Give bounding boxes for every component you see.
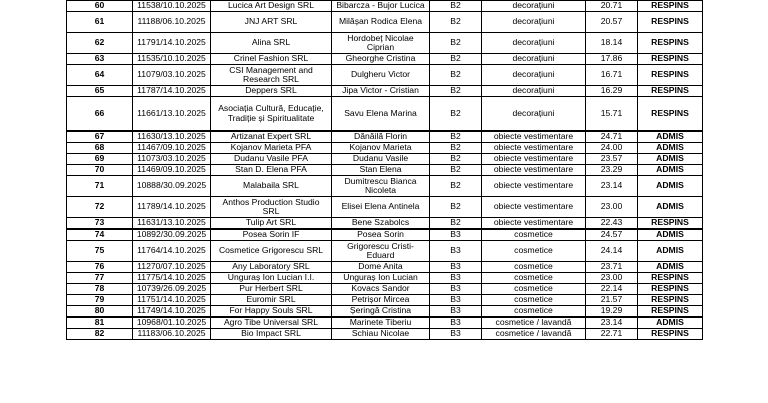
registration-number: 11764/14.10.2025 bbox=[133, 241, 211, 262]
row-number: 63 bbox=[67, 54, 133, 65]
product-domain: cosmetice bbox=[482, 306, 586, 318]
row-number: 70 bbox=[67, 165, 133, 176]
table-row bbox=[67, 241, 703, 262]
product-domain: decorațiuni bbox=[482, 1, 586, 12]
class-code: B2 bbox=[430, 154, 482, 165]
class-code: B2 bbox=[430, 143, 482, 154]
score: 23.00 bbox=[586, 197, 638, 218]
row-number: 60 bbox=[67, 1, 133, 12]
representative-name: Kojanov Marieta bbox=[332, 143, 430, 154]
class-code: B2 bbox=[430, 65, 482, 86]
table-row bbox=[67, 131, 703, 143]
row-number: 82 bbox=[67, 329, 133, 340]
score: 19.29 bbox=[586, 306, 638, 318]
row-number: 77 bbox=[67, 273, 133, 284]
class-code: B2 bbox=[430, 12, 482, 33]
class-code: B2 bbox=[430, 33, 482, 54]
company-name: Crinel Fashion SRL bbox=[211, 54, 332, 65]
company-name: Kojanov Marieta PFA bbox=[211, 143, 332, 154]
table-row bbox=[67, 97, 703, 132]
product-domain: cosmetice bbox=[482, 262, 586, 273]
company-name: Tulip Art SRL bbox=[211, 218, 332, 230]
registration-number: 11749/14.10.2025 bbox=[133, 306, 211, 318]
representative-name: Unguraș Ion Lucian bbox=[332, 273, 430, 284]
results-table bbox=[66, 0, 703, 340]
score: 24.71 bbox=[586, 131, 638, 143]
registration-number: 10739/26.09.2025 bbox=[133, 284, 211, 295]
product-domain: decorațiuni bbox=[482, 33, 586, 54]
table-row bbox=[67, 306, 703, 318]
status-label: ADMIS bbox=[638, 317, 703, 329]
row-number: 68 bbox=[67, 143, 133, 154]
product-domain: obiecte vestimentare bbox=[482, 197, 586, 218]
status-label: RESPINS bbox=[638, 65, 703, 86]
score: 23.00 bbox=[586, 273, 638, 284]
row-number: 62 bbox=[67, 33, 133, 54]
representative-name: Kovacs Sandor bbox=[332, 284, 430, 295]
representative-name: Gheorghe Cristina bbox=[332, 54, 430, 65]
registration-number: 11073/03.10.2025 bbox=[133, 154, 211, 165]
row-number: 78 bbox=[67, 284, 133, 295]
status-label: RESPINS bbox=[638, 1, 703, 12]
company-name: CSI Management and Research SRL bbox=[211, 65, 332, 86]
registration-number: 11630/13.10.2025 bbox=[133, 131, 211, 143]
status-label: ADMIS bbox=[638, 143, 703, 154]
product-domain: cosmetice / lavandă bbox=[482, 329, 586, 340]
table-row bbox=[67, 12, 703, 33]
product-domain: cosmetice bbox=[482, 241, 586, 262]
row-number: 65 bbox=[67, 86, 133, 97]
company-name: Bio Impact SRL bbox=[211, 329, 332, 340]
representative-name: Șeringă Cristina bbox=[332, 306, 430, 318]
company-name: For Happy Souls SRL bbox=[211, 306, 332, 318]
class-code: B2 bbox=[430, 86, 482, 97]
class-code: B2 bbox=[430, 176, 482, 197]
score: 16.71 bbox=[586, 65, 638, 86]
registration-number: 10892/30.09.2025 bbox=[133, 229, 211, 241]
registration-number: 11538/10.10.2025 bbox=[133, 1, 211, 12]
class-code: B2 bbox=[430, 197, 482, 218]
score: 24.57 bbox=[586, 229, 638, 241]
table-row bbox=[67, 284, 703, 295]
score: 24.00 bbox=[586, 143, 638, 154]
product-domain: decorațiuni bbox=[482, 97, 586, 132]
row-number: 61 bbox=[67, 12, 133, 33]
class-code: B3 bbox=[430, 295, 482, 306]
company-name: Alina SRL bbox=[211, 33, 332, 54]
table-row bbox=[67, 33, 703, 54]
score: 16.29 bbox=[586, 86, 638, 97]
company-name: JNJ ART SRL bbox=[211, 12, 332, 33]
status-label: RESPINS bbox=[638, 306, 703, 318]
row-number: 64 bbox=[67, 65, 133, 86]
row-number: 81 bbox=[67, 317, 133, 329]
class-code: B3 bbox=[430, 329, 482, 340]
score: 23.14 bbox=[586, 176, 638, 197]
table-row bbox=[67, 262, 703, 273]
status-label: ADMIS bbox=[638, 262, 703, 273]
score: 23.14 bbox=[586, 317, 638, 329]
representative-name: Petrișor Mircea bbox=[332, 295, 430, 306]
company-name: Unguraș Ion Lucian I.I. bbox=[211, 273, 332, 284]
company-name: Deppers SRL bbox=[211, 86, 332, 97]
company-name: Asociația Cultură, Educație, Tradiție și Spiritualitate bbox=[211, 97, 332, 132]
status-label: RESPINS bbox=[638, 295, 703, 306]
company-name: Lucica Art Design SRL bbox=[211, 1, 332, 12]
company-name: Any Laboratory SRL bbox=[211, 262, 332, 273]
class-code: B3 bbox=[430, 273, 482, 284]
company-name: Stan D. Elena PFA bbox=[211, 165, 332, 176]
row-number: 79 bbox=[67, 295, 133, 306]
representative-name: Jipa Victor - Cristian bbox=[332, 86, 430, 97]
status-label: RESPINS bbox=[638, 218, 703, 230]
registration-number: 10968/01.10.2025 bbox=[133, 317, 211, 329]
product-domain: obiecte vestimentare bbox=[482, 143, 586, 154]
score: 22.43 bbox=[586, 218, 638, 230]
company-name: Euromir SRL bbox=[211, 295, 332, 306]
representative-name: Dome Anita bbox=[332, 262, 430, 273]
class-code: B3 bbox=[430, 241, 482, 262]
row-number: 73 bbox=[67, 218, 133, 230]
product-domain: cosmetice bbox=[482, 229, 586, 241]
status-label: RESPINS bbox=[638, 12, 703, 33]
registration-number: 11535/10.10.2025 bbox=[133, 54, 211, 65]
class-code: B3 bbox=[430, 262, 482, 273]
registration-number: 11183/06.10.2025 bbox=[133, 329, 211, 340]
score: 22.71 bbox=[586, 329, 638, 340]
representative-name: Hordobeț Nicolae Ciprian bbox=[332, 33, 430, 54]
table-row bbox=[67, 165, 703, 176]
product-domain: cosmetice bbox=[482, 295, 586, 306]
registration-number: 11751/14.10.2025 bbox=[133, 295, 211, 306]
score: 23.29 bbox=[586, 165, 638, 176]
row-number: 71 bbox=[67, 176, 133, 197]
score: 24.14 bbox=[586, 241, 638, 262]
score: 17.86 bbox=[586, 54, 638, 65]
registration-number: 11661/13.10.2025 bbox=[133, 97, 211, 132]
class-code: B2 bbox=[430, 97, 482, 132]
row-number: 67 bbox=[67, 131, 133, 143]
company-name: Artizanat Expert SRL bbox=[211, 131, 332, 143]
registration-number: 11188/06.10.2025 bbox=[133, 12, 211, 33]
table-row bbox=[67, 229, 703, 241]
registration-number: 10888/30.09.2025 bbox=[133, 176, 211, 197]
table-row bbox=[67, 154, 703, 165]
company-name: Malabaila SRL bbox=[211, 176, 332, 197]
registration-number: 11469/09.10.2025 bbox=[133, 165, 211, 176]
score: 20.71 bbox=[586, 1, 638, 12]
representative-name: Bene Szabolcs bbox=[332, 218, 430, 230]
company-name: Pur Herbert SRL bbox=[211, 284, 332, 295]
registration-number: 11079/03.10.2025 bbox=[133, 65, 211, 86]
score: 23.71 bbox=[586, 262, 638, 273]
table-row bbox=[67, 176, 703, 197]
table-row bbox=[67, 54, 703, 65]
class-code: B3 bbox=[430, 317, 482, 329]
product-domain: obiecte vestimentare bbox=[482, 218, 586, 230]
status-label: RESPINS bbox=[638, 97, 703, 132]
representative-name: Dulgheru Victor bbox=[332, 65, 430, 86]
representative-name: Elisei Elena Antinela bbox=[332, 197, 430, 218]
class-code: B2 bbox=[430, 165, 482, 176]
representative-name: Stan Elena bbox=[332, 165, 430, 176]
status-label: ADMIS bbox=[638, 176, 703, 197]
table-row bbox=[67, 218, 703, 230]
class-code: B2 bbox=[430, 1, 482, 12]
product-domain: decorațiuni bbox=[482, 86, 586, 97]
status-label: ADMIS bbox=[638, 229, 703, 241]
score: 15.71 bbox=[586, 97, 638, 132]
row-number: 69 bbox=[67, 154, 133, 165]
table-row bbox=[67, 86, 703, 97]
representative-name: Savu Elena Marina bbox=[332, 97, 430, 132]
status-label: ADMIS bbox=[638, 165, 703, 176]
company-name: Posea Sorin IF bbox=[211, 229, 332, 241]
score: 20.57 bbox=[586, 12, 638, 33]
company-name: Cosmetice Grigorescu SRL bbox=[211, 241, 332, 262]
product-domain: decorațiuni bbox=[482, 12, 586, 33]
status-label: ADMIS bbox=[638, 241, 703, 262]
table-row bbox=[67, 1, 703, 12]
table-row bbox=[67, 329, 703, 340]
representative-name: Bibarcza - Bujor Lucica bbox=[332, 1, 430, 12]
table-row bbox=[67, 317, 703, 329]
table-row bbox=[67, 65, 703, 86]
row-number: 72 bbox=[67, 197, 133, 218]
score: 21.57 bbox=[586, 295, 638, 306]
representative-name: Schiau Nicolae bbox=[332, 329, 430, 340]
registration-number: 11791/14.10.2025 bbox=[133, 33, 211, 54]
status-label: ADMIS bbox=[638, 131, 703, 143]
representative-name: Posea Sorin bbox=[332, 229, 430, 241]
score: 23.57 bbox=[586, 154, 638, 165]
class-code: B2 bbox=[430, 218, 482, 230]
product-domain: decorațiuni bbox=[482, 65, 586, 86]
row-number: 75 bbox=[67, 241, 133, 262]
status-label: RESPINS bbox=[638, 33, 703, 54]
table-row bbox=[67, 295, 703, 306]
product-domain: obiecte vestimentare bbox=[482, 154, 586, 165]
registration-number: 11270/07.10.2025 bbox=[133, 262, 211, 273]
table-row bbox=[67, 273, 703, 284]
registration-number: 11631/13.10.2025 bbox=[133, 218, 211, 230]
table-row bbox=[67, 143, 703, 154]
company-name: Dudanu Vasile PFA bbox=[211, 154, 332, 165]
product-domain: obiecte vestimentare bbox=[482, 165, 586, 176]
status-label: RESPINS bbox=[638, 284, 703, 295]
product-domain: obiecte vestimentare bbox=[482, 176, 586, 197]
product-domain: decorațiuni bbox=[482, 54, 586, 65]
status-label: RESPINS bbox=[638, 329, 703, 340]
product-domain: obiecte vestimentare bbox=[482, 131, 586, 143]
product-domain: cosmetice bbox=[482, 273, 586, 284]
representative-name: Dumitrescu Bianca Nicoleta bbox=[332, 176, 430, 197]
representative-name: Grigorescu Cristi-Eduard bbox=[332, 241, 430, 262]
representative-name: Milășan Rodica Elena bbox=[332, 12, 430, 33]
row-number: 80 bbox=[67, 306, 133, 318]
registration-number: 11789/14.10.2025 bbox=[133, 197, 211, 218]
representative-name: Dudanu Vasile bbox=[332, 154, 430, 165]
status-label: ADMIS bbox=[638, 197, 703, 218]
class-code: B2 bbox=[430, 131, 482, 143]
row-number: 76 bbox=[67, 262, 133, 273]
registration-number: 11775/14.10.2025 bbox=[133, 273, 211, 284]
score: 22.14 bbox=[586, 284, 638, 295]
company-name: Agro Tibe Universal SRL bbox=[211, 317, 332, 329]
score: 18.14 bbox=[586, 33, 638, 54]
class-code: B3 bbox=[430, 229, 482, 241]
product-domain: cosmetice / lavandă bbox=[482, 317, 586, 329]
status-label: RESPINS bbox=[638, 273, 703, 284]
registration-number: 11467/09.10.2025 bbox=[133, 143, 211, 154]
row-number: 74 bbox=[67, 229, 133, 241]
representative-name: Dănăilă Florin bbox=[332, 131, 430, 143]
company-name: Anthos Production Studio SRL bbox=[211, 197, 332, 218]
class-code: B2 bbox=[430, 54, 482, 65]
status-label: RESPINS bbox=[638, 54, 703, 65]
row-number: 66 bbox=[67, 97, 133, 132]
representative-name: Marinete Tiberiu bbox=[332, 317, 430, 329]
status-label: ADMIS bbox=[638, 154, 703, 165]
class-code: B3 bbox=[430, 306, 482, 318]
registration-number: 11787/14.10.2025 bbox=[133, 86, 211, 97]
class-code: B3 bbox=[430, 284, 482, 295]
table-row bbox=[67, 197, 703, 218]
status-label: RESPINS bbox=[638, 86, 703, 97]
product-domain: cosmetice bbox=[482, 284, 586, 295]
